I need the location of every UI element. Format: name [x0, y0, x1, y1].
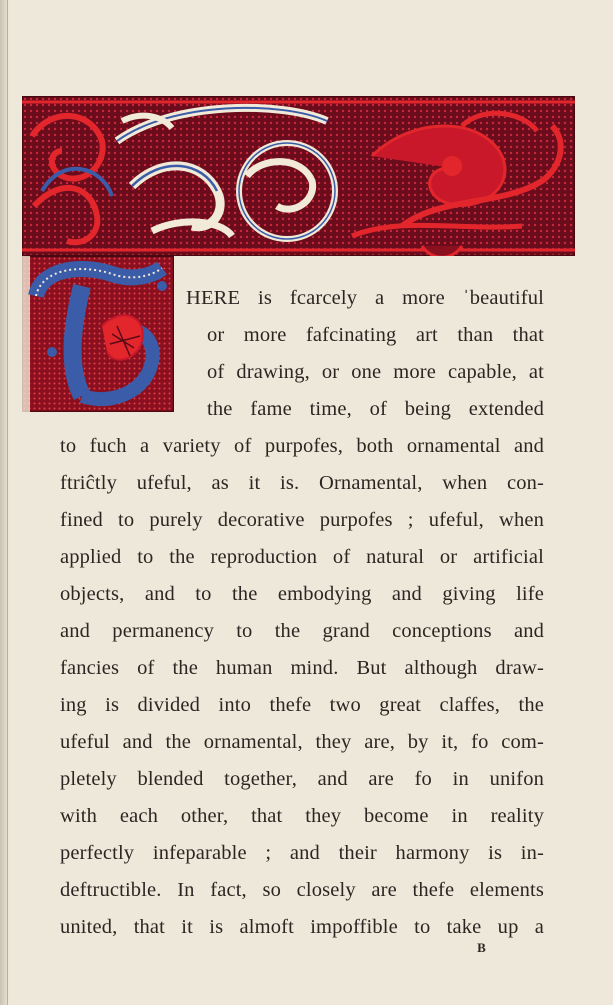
page-edge-line: [7, 0, 8, 1005]
drop-cap-initial-t-ornament: [22, 256, 174, 412]
text-line-16: perfectly infeparable ; and their harmony is in-: [60, 842, 544, 864]
text-line-8: applied to the reproduction of natural or artificial: [60, 546, 544, 568]
text-line-1: HERE is fcarcely a more ˈbeautiful: [186, 287, 544, 309]
text-line-12: ing is divided into thefe two great claffes, the: [60, 694, 544, 716]
text-line-17: deftructible. In fact, so closely are thefe elements: [60, 879, 544, 901]
signature-mark: B: [477, 940, 487, 955]
text-line-4: the fame time, of being extended: [207, 398, 544, 420]
text-line-9: objects, and to the embodying and giving life: [60, 583, 544, 605]
text-line-6: ftriĉtly ufeful, as it is. Ornamental, when con-: [60, 472, 544, 494]
text-line-15: with each other, that they become in reality: [60, 805, 544, 827]
text-line-2: or more fafcinating art than that: [207, 324, 544, 346]
text-line-3: of drawing, or one more capable, at: [207, 361, 544, 383]
text-line-14: pletely blended together, and are fo in unifon: [60, 768, 544, 790]
floral-scroll-headpiece: [22, 96, 575, 256]
text-line-18: united, that it is almoft impoffible to take up a: [60, 916, 544, 938]
text-line-10: and permanency to the grand conceptions and: [60, 620, 544, 642]
text-line-7: fined to purely decorative purpofes ; ufeful, when: [60, 509, 544, 531]
text-line-5: to fuch a variety of purpofes, both ornamental and: [60, 435, 544, 457]
text-line-13: ufeful and the ornamental, they are, by it, fo com-: [60, 731, 544, 753]
text-line-11: fancies of the human mind. But although draw-: [60, 657, 544, 679]
